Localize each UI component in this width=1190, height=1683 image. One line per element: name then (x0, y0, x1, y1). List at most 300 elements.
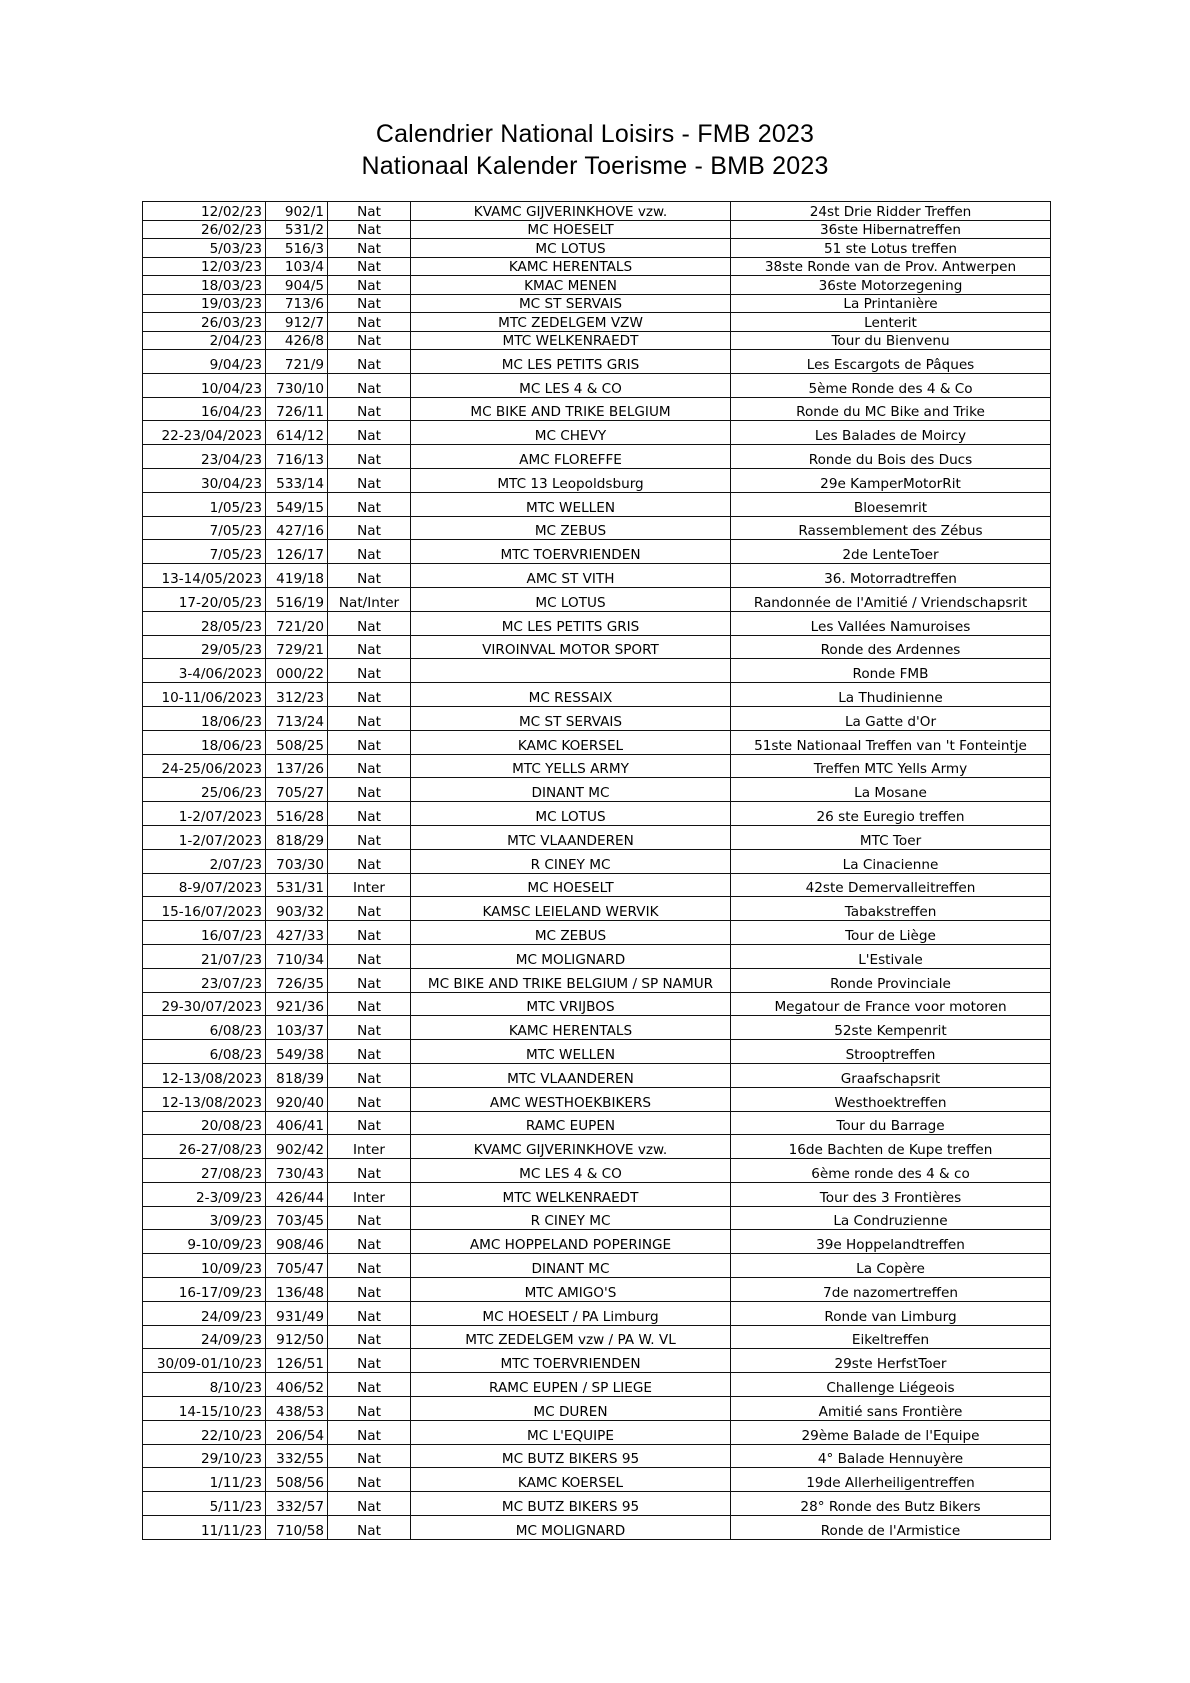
table-row (143, 1397, 1051, 1421)
table-row (143, 944, 1051, 968)
cell-event: 36ste Motorzegening (731, 276, 1051, 295)
cell-num: 920/40 (266, 1087, 328, 1111)
cell-type: Nat (328, 683, 411, 707)
cell-date: 22/10/23 (143, 1420, 266, 1444)
cell-type: Nat (328, 1444, 411, 1468)
cell-date: 25/06/23 (143, 778, 266, 802)
cell-num: 312/23 (266, 683, 328, 707)
cell-club: MC LES 4 & CO (411, 373, 731, 397)
cell-date: 2-3/09/23 (143, 1182, 266, 1206)
cell-event: Randonnée de l'Amitié / Vriendschapsrit (731, 587, 1051, 611)
cell-club: MC LOTUS (411, 587, 731, 611)
cell-type: Nat (328, 754, 411, 778)
cell-type: Nat (328, 1420, 411, 1444)
cell-event: La Gatte d'Or (731, 706, 1051, 730)
cell-club: MC HOESELT (411, 873, 731, 897)
cell-event: 42ste Demervalleitreffen (731, 873, 1051, 897)
cell-date: 15-16/07/2023 (143, 897, 266, 921)
cell-event: La Printanière (731, 294, 1051, 313)
cell-club: MC ZEBUS (411, 921, 731, 945)
cell-club: MC DUREN (411, 1397, 731, 1421)
cell-type: Inter (328, 1182, 411, 1206)
cell-num: 904/5 (266, 276, 328, 295)
cell-club: MC ZEBUS (411, 516, 731, 540)
cell-date: 21/07/23 (143, 944, 266, 968)
cell-type: Nat (328, 1325, 411, 1349)
cell-type: Nat (328, 1016, 411, 1040)
cell-club: MTC WELKENRAEDT (411, 331, 731, 350)
table-row (143, 1063, 1051, 1087)
table-row (143, 778, 1051, 802)
cell-type: Nat (328, 540, 411, 564)
table-row (143, 754, 1051, 778)
cell-num: 406/52 (266, 1373, 328, 1397)
cell-club: R CINEY MC (411, 1206, 731, 1230)
cell-event: Ronde du MC Bike and Trike (731, 397, 1051, 421)
table-row (143, 683, 1051, 707)
cell-date: 29-30/07/2023 (143, 992, 266, 1016)
cell-num: 729/21 (266, 635, 328, 659)
cell-type: Nat (328, 706, 411, 730)
table-row (143, 397, 1051, 421)
cell-num: 931/49 (266, 1301, 328, 1325)
cell-date: 24-25/06/2023 (143, 754, 266, 778)
cell-type: Nat (328, 1254, 411, 1278)
cell-num: 126/51 (266, 1349, 328, 1373)
cell-club: MC LOTUS (411, 239, 731, 258)
cell-event: La Mosane (731, 778, 1051, 802)
cell-type: Nat (328, 492, 411, 516)
cell-date: 24/09/23 (143, 1301, 266, 1325)
cell-type: Nat (328, 778, 411, 802)
cell-num: 533/14 (266, 468, 328, 492)
cell-num: 508/25 (266, 730, 328, 754)
cell-date: 7/05/23 (143, 516, 266, 540)
cell-date: 12-13/08/2023 (143, 1087, 266, 1111)
cell-date: 1-2/07/2023 (143, 802, 266, 826)
table-row (143, 1492, 1051, 1516)
cell-date: 27/08/23 (143, 1159, 266, 1183)
table-row (143, 611, 1051, 635)
table-row (143, 294, 1051, 313)
cell-type: Nat (328, 921, 411, 945)
table-row (143, 730, 1051, 754)
cell-event: 29ème Balade de l'Equipe (731, 1420, 1051, 1444)
cell-num: 426/44 (266, 1182, 328, 1206)
cell-event: Bloesemrit (731, 492, 1051, 516)
cell-num: 716/13 (266, 445, 328, 469)
cell-type: Nat (328, 313, 411, 332)
cell-date: 5/11/23 (143, 1492, 266, 1516)
cell-club: MTC TOERVRIENDEN (411, 1349, 731, 1373)
cell-event: Megatour de France voor motoren (731, 992, 1051, 1016)
cell-event: La Thudinienne (731, 683, 1051, 707)
cell-club: KAMC HERENTALS (411, 1016, 731, 1040)
cell-club: MC LES 4 & CO (411, 1159, 731, 1183)
cell-event: Les Escargots de Pâques (731, 350, 1051, 374)
table-row (143, 659, 1051, 683)
cell-date: 9/04/23 (143, 350, 266, 374)
cell-event: Tour du Barrage (731, 1111, 1051, 1135)
cell-type: Nat (328, 1087, 411, 1111)
cell-event: 28° Ronde des Butz Bikers (731, 1492, 1051, 1516)
cell-date: 18/06/23 (143, 706, 266, 730)
cell-club: DINANT MC (411, 778, 731, 802)
cell-event: 39e Hoppelandtreffen (731, 1230, 1051, 1254)
table-row (143, 1373, 1051, 1397)
cell-event: Westhoektreffen (731, 1087, 1051, 1111)
table-row (143, 468, 1051, 492)
cell-event: 19de Allerheiligentreffen (731, 1468, 1051, 1492)
table-row (143, 331, 1051, 350)
table-row (143, 706, 1051, 730)
cell-num: 921/36 (266, 992, 328, 1016)
cell-club: MTC WELLEN (411, 1040, 731, 1064)
cell-type: Nat (328, 468, 411, 492)
cell-num: 908/46 (266, 1230, 328, 1254)
cell-date: 19/03/23 (143, 294, 266, 313)
table-row (143, 1468, 1051, 1492)
cell-num: 721/20 (266, 611, 328, 635)
cell-club: MC LES PETITS GRIS (411, 611, 731, 635)
table-row (143, 1016, 1051, 1040)
cell-event: 38ste Ronde van de Prov. Antwerpen (731, 257, 1051, 276)
cell-type: Nat (328, 1159, 411, 1183)
cell-type: Nat (328, 220, 411, 239)
table-row (143, 313, 1051, 332)
cell-event: 6ème ronde des 4 & co (731, 1159, 1051, 1183)
cell-event: Treffen MTC Yells Army (731, 754, 1051, 778)
cell-num: 549/15 (266, 492, 328, 516)
table-row (143, 276, 1051, 295)
cell-num: 713/6 (266, 294, 328, 313)
cell-event: Ronde du Bois des Ducs (731, 445, 1051, 469)
cell-club (411, 659, 731, 683)
cell-date: 7/05/23 (143, 540, 266, 564)
cell-num: 818/39 (266, 1063, 328, 1087)
cell-event: L'Estivale (731, 944, 1051, 968)
table-row (143, 1087, 1051, 1111)
cell-num: 614/12 (266, 421, 328, 445)
cell-event: 36. Motorradtreffen (731, 564, 1051, 588)
cell-type: Nat (328, 239, 411, 258)
cell-club: KAMSC LEIELAND WERVIK (411, 897, 731, 921)
cell-event: 51 ste Lotus treffen (731, 239, 1051, 258)
cell-club: MTC ZEDELGEM vzw / PA W. VL (411, 1325, 731, 1349)
table-row (143, 1349, 1051, 1373)
table-row (143, 1301, 1051, 1325)
cell-num: 531/31 (266, 873, 328, 897)
cell-type: Nat (328, 730, 411, 754)
cell-date: 6/08/23 (143, 1016, 266, 1040)
cell-num: 516/3 (266, 239, 328, 258)
cell-event: Tabakstreffen (731, 897, 1051, 921)
cell-type: Nat (328, 257, 411, 276)
table-row (143, 921, 1051, 945)
calendar-table (142, 201, 1051, 1540)
calendar-body (143, 202, 1051, 1540)
cell-club: KAMC KOERSEL (411, 730, 731, 754)
cell-club: AMC FLOREFFE (411, 445, 731, 469)
cell-date: 8-9/07/2023 (143, 873, 266, 897)
cell-date: 11/11/23 (143, 1516, 266, 1540)
cell-num: 136/48 (266, 1278, 328, 1302)
table-row (143, 220, 1051, 239)
cell-type: Nat (328, 1206, 411, 1230)
cell-num: 427/16 (266, 516, 328, 540)
table-row (143, 1325, 1051, 1349)
table-row (143, 992, 1051, 1016)
table-row (143, 1278, 1051, 1302)
cell-date: 6/08/23 (143, 1040, 266, 1064)
cell-club: MTC VLAANDEREN (411, 825, 731, 849)
cell-club: MTC WELLEN (411, 492, 731, 516)
cell-event: Ronde FMB (731, 659, 1051, 683)
cell-num: 516/19 (266, 587, 328, 611)
table-row (143, 1206, 1051, 1230)
cell-date: 12/03/23 (143, 257, 266, 276)
cell-club: MC L'EQUIPE (411, 1420, 731, 1444)
table-row (143, 257, 1051, 276)
cell-num: 903/32 (266, 897, 328, 921)
cell-type: Nat (328, 331, 411, 350)
cell-date: 3-4/06/2023 (143, 659, 266, 683)
cell-date: 1/11/23 (143, 1468, 266, 1492)
cell-event: La Cinacienne (731, 849, 1051, 873)
cell-type: Nat (328, 1040, 411, 1064)
cell-num: 516/28 (266, 802, 328, 826)
cell-num: 000/22 (266, 659, 328, 683)
cell-type: Nat (328, 1278, 411, 1302)
cell-club: MTC YELLS ARMY (411, 754, 731, 778)
cell-num: 713/24 (266, 706, 328, 730)
cell-type: Nat (328, 373, 411, 397)
cell-club: KVAMC GIJVERINKHOVE vzw. (411, 1135, 731, 1159)
cell-date: 16/04/23 (143, 397, 266, 421)
cell-type: Nat (328, 1230, 411, 1254)
cell-date: 23/04/23 (143, 445, 266, 469)
cell-num: 406/41 (266, 1111, 328, 1135)
cell-event: Ronde de l'Armistice (731, 1516, 1051, 1540)
cell-num: 902/42 (266, 1135, 328, 1159)
cell-num: 419/18 (266, 564, 328, 588)
cell-type: Nat (328, 659, 411, 683)
cell-num: 206/54 (266, 1420, 328, 1444)
cell-date: 20/08/23 (143, 1111, 266, 1135)
cell-event: 26 ste Euregio treffen (731, 802, 1051, 826)
cell-num: 912/7 (266, 313, 328, 332)
cell-event: Strooptreffen (731, 1040, 1051, 1064)
cell-type: Nat (328, 1301, 411, 1325)
cell-num: 126/17 (266, 540, 328, 564)
cell-date: 23/07/23 (143, 968, 266, 992)
title-dutch: Nationaal Kalender Toerisme - BMB 2023 (361, 152, 829, 180)
cell-date: 29/05/23 (143, 635, 266, 659)
cell-num: 703/30 (266, 849, 328, 873)
cell-date: 14-15/10/23 (143, 1397, 266, 1421)
cell-club: MC CHEVY (411, 421, 731, 445)
cell-type: Nat (328, 968, 411, 992)
table-row (143, 849, 1051, 873)
cell-num: 726/35 (266, 968, 328, 992)
cell-club: KAMC KOERSEL (411, 1468, 731, 1492)
cell-type: Inter (328, 1135, 411, 1159)
cell-event: 16de Bachten de Kupe treffen (731, 1135, 1051, 1159)
cell-date: 26/02/23 (143, 220, 266, 239)
table-row (143, 421, 1051, 445)
cell-club: MC MOLIGNARD (411, 1516, 731, 1540)
cell-event: 29ste HerfstToer (731, 1349, 1051, 1373)
cell-num: 103/37 (266, 1016, 328, 1040)
cell-type: Nat (328, 1492, 411, 1516)
table-row (143, 373, 1051, 397)
table-row (143, 1254, 1051, 1278)
cell-club: MC LES PETITS GRIS (411, 350, 731, 374)
cell-date: 22-23/04/2023 (143, 421, 266, 445)
cell-date: 3/09/23 (143, 1206, 266, 1230)
table-row (143, 1111, 1051, 1135)
table-row (143, 540, 1051, 564)
cell-num: 332/57 (266, 1492, 328, 1516)
cell-type: Nat (328, 1373, 411, 1397)
table-row (143, 445, 1051, 469)
cell-club: MTC 13 Leopoldsburg (411, 468, 731, 492)
cell-club: DINANT MC (411, 1254, 731, 1278)
table-row (143, 897, 1051, 921)
cell-type: Nat (328, 421, 411, 445)
table-row (143, 1230, 1051, 1254)
cell-date: 16-17/09/23 (143, 1278, 266, 1302)
cell-event: 5ème Ronde des 4 & Co (731, 373, 1051, 397)
cell-club: MC LOTUS (411, 802, 731, 826)
cell-date: 12-13/08/2023 (143, 1063, 266, 1087)
cell-date: 29/10/23 (143, 1444, 266, 1468)
cell-date: 16/07/23 (143, 921, 266, 945)
cell-event: Eikeltreffen (731, 1325, 1051, 1349)
cell-type: Nat (328, 1063, 411, 1087)
cell-type: Nat (328, 635, 411, 659)
cell-club: MC BIKE AND TRIKE BELGIUM / SP NAMUR (411, 968, 731, 992)
cell-type: Nat (328, 445, 411, 469)
document-header (0, 118, 1190, 182)
cell-date: 10/09/23 (143, 1254, 266, 1278)
table-row (143, 873, 1051, 897)
cell-club: MTC TOERVRIENDEN (411, 540, 731, 564)
cell-club: MC HOESELT / PA Limburg (411, 1301, 731, 1325)
cell-num: 902/1 (266, 202, 328, 221)
cell-event: Ronde van Limburg (731, 1301, 1051, 1325)
cell-event: Graafschapsrit (731, 1063, 1051, 1087)
cell-event: La Copère (731, 1254, 1051, 1278)
cell-type: Nat (328, 516, 411, 540)
cell-num: 531/2 (266, 220, 328, 239)
cell-club: AMC WESTHOEKBIKERS (411, 1087, 731, 1111)
cell-club: AMC HOPPELAND POPERINGE (411, 1230, 731, 1254)
table-row (143, 564, 1051, 588)
cell-date: 1/05/23 (143, 492, 266, 516)
cell-event: 52ste Kempenrit (731, 1016, 1051, 1040)
cell-type: Nat (328, 897, 411, 921)
cell-date: 10/04/23 (143, 373, 266, 397)
cell-event: Ronde des Ardennes (731, 635, 1051, 659)
title-french: Calendrier National Loisirs - FMB 2023 (375, 120, 815, 148)
cell-type: Nat (328, 294, 411, 313)
cell-event: Lenterit (731, 313, 1051, 332)
cell-num: 705/27 (266, 778, 328, 802)
cell-type: Nat (328, 1516, 411, 1540)
cell-num: 438/53 (266, 1397, 328, 1421)
cell-club: MTC VLAANDEREN (411, 1063, 731, 1087)
table-row (143, 635, 1051, 659)
cell-type: Nat (328, 350, 411, 374)
cell-event: La Condruzienne (731, 1206, 1051, 1230)
cell-club: MC BIKE AND TRIKE BELGIUM (411, 397, 731, 421)
cell-event: Les Vallées Namuroises (731, 611, 1051, 635)
cell-type: Nat (328, 1111, 411, 1135)
table-row (143, 239, 1051, 258)
cell-club: KAMC HERENTALS (411, 257, 731, 276)
cell-date: 8/10/23 (143, 1373, 266, 1397)
cell-club: R CINEY MC (411, 849, 731, 873)
cell-date: 5/03/23 (143, 239, 266, 258)
cell-event: 7de nazomertreffen (731, 1278, 1051, 1302)
cell-club: RAMC EUPEN / SP LIEGE (411, 1373, 731, 1397)
table-row (143, 802, 1051, 826)
table-row (143, 825, 1051, 849)
cell-date: 30/09-01/10/23 (143, 1349, 266, 1373)
cell-date: 12/02/23 (143, 202, 266, 221)
cell-club: MTC WELKENRAEDT (411, 1182, 731, 1206)
cell-event: Les Balades de Moircy (731, 421, 1051, 445)
cell-type: Nat (328, 944, 411, 968)
cell-num: 710/58 (266, 1516, 328, 1540)
cell-num: 427/33 (266, 921, 328, 945)
cell-num: 705/47 (266, 1254, 328, 1278)
table-row (143, 587, 1051, 611)
cell-club: KMAC MENEN (411, 276, 731, 295)
table-row (143, 492, 1051, 516)
cell-num: 730/10 (266, 373, 328, 397)
cell-num: 721/9 (266, 350, 328, 374)
table-row (143, 1040, 1051, 1064)
cell-num: 912/50 (266, 1325, 328, 1349)
cell-club: MTC AMIGO'S (411, 1278, 731, 1302)
cell-type: Nat (328, 825, 411, 849)
table-row (143, 350, 1051, 374)
cell-club: MC HOESELT (411, 220, 731, 239)
cell-event: 29e KamperMotorRit (731, 468, 1051, 492)
cell-event: Tour du Bienvenu (731, 331, 1051, 350)
cell-num: 426/8 (266, 331, 328, 350)
table-row (143, 1516, 1051, 1540)
cell-date: 18/06/23 (143, 730, 266, 754)
cell-event: Rassemblement des Zébus (731, 516, 1051, 540)
cell-date: 24/09/23 (143, 1325, 266, 1349)
table-row (143, 1444, 1051, 1468)
cell-club: MC RESSAIX (411, 683, 731, 707)
cell-club: AMC ST VITH (411, 564, 731, 588)
cell-club: MC ST SERVAIS (411, 294, 731, 313)
cell-num: 549/38 (266, 1040, 328, 1064)
cell-num: 508/56 (266, 1468, 328, 1492)
cell-type: Nat (328, 1349, 411, 1373)
cell-date: 28/05/23 (143, 611, 266, 635)
cell-type: Nat (328, 992, 411, 1016)
cell-club: MC ST SERVAIS (411, 706, 731, 730)
cell-num: 726/11 (266, 397, 328, 421)
cell-date: 10-11/06/2023 (143, 683, 266, 707)
cell-event: MTC Toer (731, 825, 1051, 849)
